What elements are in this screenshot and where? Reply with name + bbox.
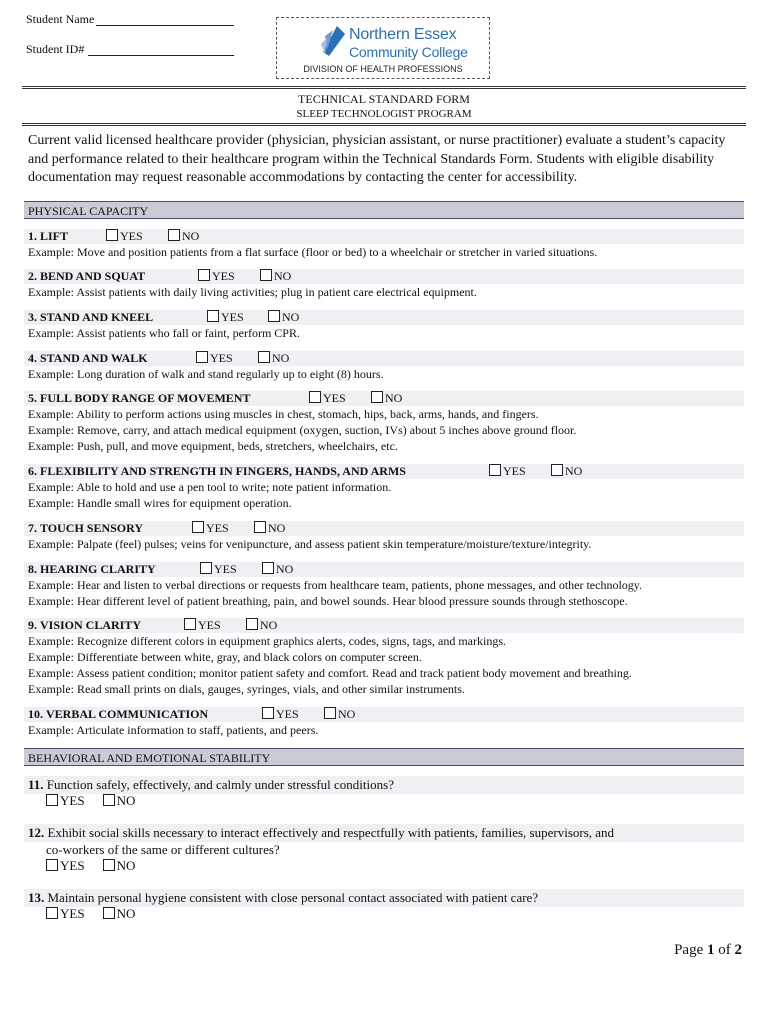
no-checkbox[interactable] <box>254 521 266 533</box>
item-5-no-option[interactable] <box>371 391 402 406</box>
yes-checkbox[interactable] <box>200 562 212 574</box>
item-1-no-option[interactable] <box>168 229 199 244</box>
question-number: 11. <box>28 777 44 792</box>
question-no-option[interactable] <box>103 906 136 922</box>
item-number: 5. <box>28 391 37 405</box>
item-10-header <box>24 707 744 722</box>
item-5-yes-option[interactable] <box>309 391 346 406</box>
item-6-header <box>24 464 744 479</box>
item-3-no-option[interactable] <box>268 310 299 325</box>
no-checkbox[interactable] <box>371 391 383 403</box>
item-9-yes-option[interactable] <box>184 618 221 633</box>
item-9-header <box>24 618 744 633</box>
question-options <box>46 906 135 922</box>
item-number: 7. <box>28 521 37 535</box>
no-checkbox[interactable] <box>324 707 336 719</box>
yes-checkbox[interactable] <box>262 707 274 719</box>
item-number: 3. <box>28 310 37 324</box>
yes-checkbox[interactable] <box>192 521 204 533</box>
item-9-no-option[interactable] <box>246 618 277 633</box>
page-word: Page <box>674 942 704 958</box>
item-5-header <box>24 391 744 406</box>
item-7-header <box>24 521 744 536</box>
yes-checkbox[interactable] <box>46 794 58 806</box>
item-3-yes-option[interactable] <box>207 310 244 325</box>
no-label: NO <box>182 229 200 243</box>
item-title: BEND AND SQUAT <box>40 269 146 283</box>
student-id-field[interactable] <box>88 55 234 56</box>
item-5-example: Example: Remove, carry, and attach medical equipment (oxygen, suction, IVs) about 5 inches above ground floor. <box>28 423 577 437</box>
yes-label: YES <box>221 310 244 324</box>
item-7-yes-option[interactable] <box>192 521 229 536</box>
no-checkbox[interactable] <box>268 310 280 322</box>
item-number: 6. <box>28 464 37 478</box>
item-9-example: Example: Differentiate between white, gray, and black colors on computer screen. <box>28 650 422 664</box>
yes-label: YES <box>60 906 85 921</box>
yes-checkbox[interactable] <box>309 391 321 403</box>
item-1-header <box>24 229 744 244</box>
student-name-field[interactable] <box>96 25 234 26</box>
yes-label: YES <box>212 269 235 283</box>
item-2-yes-option[interactable] <box>198 269 235 284</box>
item-3-example: Example: Assist patients who fall or faint, perform CPR. <box>28 326 300 340</box>
item-7-no-option[interactable] <box>254 521 285 536</box>
item-number: 10. <box>28 707 43 721</box>
yes-label: YES <box>210 351 233 365</box>
yes-checkbox[interactable] <box>207 310 219 322</box>
item-number: 4. <box>28 351 37 365</box>
item-number: 1. <box>28 229 37 243</box>
yes-label: YES <box>60 793 85 808</box>
no-label: NO <box>274 269 292 283</box>
student-id-label: Student ID# <box>26 42 85 56</box>
item-title: STAND AND WALK <box>40 351 148 365</box>
student-name-label: Student Name <box>26 12 95 26</box>
item-title: TOUCH SENSORY <box>40 521 144 535</box>
no-label: NO <box>116 793 136 808</box>
item-title: VERBAL COMMUNICATION <box>46 707 209 721</box>
item-5-example: Example: Push, pull, and move equipment, beds, stretchers, wheelchairs, etc. <box>28 439 398 453</box>
item-2-header <box>24 269 744 284</box>
no-checkbox[interactable] <box>262 562 274 574</box>
page-current: 1 <box>707 942 715 958</box>
item-title: VISION CLARITY <box>40 618 142 632</box>
no-checkbox[interactable] <box>260 269 272 281</box>
item-8-no-option[interactable] <box>262 562 293 577</box>
item-8-example: Example: Hear different level of patient breathing, pain, and bowel sounds. Hear blood pressure sounds through stethoscope. <box>28 594 628 608</box>
no-label: NO <box>282 310 300 324</box>
question-options <box>46 793 135 809</box>
page-total: 2 <box>734 942 742 958</box>
question-11-text <box>24 776 744 794</box>
yes-label: YES <box>120 229 143 243</box>
item-3-header <box>24 310 744 325</box>
no-label: NO <box>276 562 294 576</box>
yes-label: YES <box>323 391 346 405</box>
question-number: 13. <box>28 890 45 905</box>
no-label: NO <box>116 906 136 921</box>
no-checkbox[interactable] <box>258 351 270 363</box>
intro-paragraph: Current valid licensed healthcare provider (physician, physician assistant, or nurse practitioner) evaluate a student’s capacity and performance related to their healthcare program within the Technical Standards Form. Students with eligible disability documentation may request reasonable accommodations by contacting the center for accessibility. <box>28 133 726 185</box>
item-8-example: Example: Hear and listen to verbal directions or requests from healthcare team, patients, phone messages, and other technology. <box>28 578 643 592</box>
item-4-header <box>24 351 744 366</box>
logo-name-line2: Community College <box>349 44 468 60</box>
item-8-yes-option[interactable] <box>200 562 237 577</box>
college-logo-icon <box>319 24 347 58</box>
item-number: 2. <box>28 269 37 283</box>
item-6-yes-option[interactable] <box>489 464 526 479</box>
question-yes-option[interactable] <box>46 793 85 809</box>
yes-label: YES <box>503 464 526 478</box>
no-checkbox[interactable] <box>246 618 258 630</box>
section-physical-capacity: PHYSICAL CAPACITY <box>24 201 744 219</box>
item-1-example: Example: Move and position patients from a flat surface (floor or bed) to a wheelchair or stretcher in varied situations. <box>28 245 598 259</box>
yes-checkbox[interactable] <box>489 464 501 476</box>
question-13-text <box>24 889 744 907</box>
item-number: 9. <box>28 618 37 632</box>
item-4-no-option[interactable] <box>258 351 289 366</box>
no-label: NO <box>385 391 403 405</box>
question-yes-option[interactable] <box>46 906 85 922</box>
yes-label: YES <box>206 521 229 535</box>
yes-checkbox[interactable] <box>106 229 118 241</box>
item-8-header <box>24 562 744 577</box>
item-2-no-option[interactable] <box>260 269 291 284</box>
item-title: STAND AND KNEEL <box>40 310 154 324</box>
form-subtitle: SLEEP TECHNOLOGIST PROGRAM <box>296 108 472 120</box>
item-number: 8. <box>28 562 37 576</box>
question-options <box>46 858 135 874</box>
no-checkbox[interactable] <box>551 464 563 476</box>
question-no-option[interactable] <box>103 793 136 809</box>
form-title: TECHNICAL STANDARD FORM <box>298 92 470 106</box>
question-no-option[interactable] <box>103 858 136 874</box>
section-behavioral-stability: BEHAVIORAL AND EMOTIONAL STABILITY <box>24 748 744 766</box>
question-12-text <box>24 824 744 842</box>
yes-checkbox[interactable] <box>46 859 58 871</box>
question-yes-option[interactable] <box>46 858 85 874</box>
item-title: FULL BODY RANGE OF MOVEMENT <box>40 391 251 405</box>
no-checkbox[interactable] <box>103 907 115 919</box>
question-line1: Function safely, effectively, and calmly under stressful conditions? <box>46 777 394 792</box>
item-10-yes-option[interactable] <box>262 707 299 722</box>
item-9-example: Example: Assess patient condition; monitor patient safety and comfort. Read and track patient body movement and breathing. <box>28 666 632 680</box>
item-9-example: Example: Recognize different colors in equipment graphics alerts, codes, signs, tags, and markings. <box>28 634 506 648</box>
no-label: NO <box>260 618 278 632</box>
logo-division: DIVISION OF HEALTH PROFESSIONS <box>303 64 463 74</box>
page-of: of <box>718 942 731 958</box>
item-6-example: Example: Able to hold and use a pen tool to write; note patient information. <box>28 480 392 494</box>
item-1-yes-option[interactable] <box>106 229 143 244</box>
item-5-example: Example: Ability to perform actions using muscles in chest, stomach, hips, back, arms, hands, and fingers. <box>28 407 539 421</box>
no-checkbox[interactable] <box>168 229 180 241</box>
item-title: LIFT <box>40 229 69 243</box>
no-label: NO <box>116 858 136 873</box>
question-line2: co-workers of the same or different cultures? <box>46 842 280 857</box>
yes-checkbox[interactable] <box>184 618 196 630</box>
yes-label: YES <box>60 858 85 873</box>
item-10-example: Example: Articulate information to staff, patients, and peers. <box>28 723 319 737</box>
yes-checkbox[interactable] <box>198 269 210 281</box>
item-6-example: Example: Handle small wires for equipment operation. <box>28 496 292 510</box>
yes-label: YES <box>214 562 237 576</box>
logo-name-line1: Northern Essex <box>349 26 457 43</box>
item-7-example: Example: Palpate (feel) pulses; veins for venipuncture, and assess patient skin temperature/moisture/texture/integrity. <box>28 537 592 551</box>
college-logo <box>276 17 490 79</box>
no-label: NO <box>338 707 356 721</box>
item-2-example: Example: Assist patients with daily living activities; plug in patient care electrical equipment. <box>28 285 477 299</box>
item-6-no-option[interactable] <box>551 464 582 479</box>
page-number <box>674 942 742 959</box>
question-line1: Maintain personal hygiene consistent with close personal contact associated with patient care? <box>47 890 539 905</box>
form-title-block <box>22 86 746 126</box>
yes-label: YES <box>276 707 299 721</box>
no-label: NO <box>272 351 290 365</box>
item-9-example: Example: Read small prints on dials, gauges, syringes, vials, and other similar instruments. <box>28 682 465 696</box>
no-label: NO <box>268 521 286 535</box>
no-checkbox[interactable] <box>103 859 115 871</box>
item-10-no-option[interactable] <box>324 707 355 722</box>
yes-label: YES <box>198 618 221 632</box>
no-label: NO <box>565 464 583 478</box>
item-4-example: Example: Long duration of walk and stand regularly up to eight (8) hours. <box>28 367 384 381</box>
item-4-yes-option[interactable] <box>196 351 233 366</box>
question-number: 12. <box>28 825 45 840</box>
item-title: HEARING CLARITY <box>40 562 156 576</box>
question-line1: Exhibit social skills necessary to interact effectively and respectfully with patients, families, supervisors, and <box>47 825 615 840</box>
yes-checkbox[interactable] <box>196 351 208 363</box>
no-checkbox[interactable] <box>103 794 115 806</box>
item-title: FLEXIBILITY AND STRENGTH IN FINGERS, HANDS, AND ARMS <box>40 464 406 478</box>
yes-checkbox[interactable] <box>46 907 58 919</box>
